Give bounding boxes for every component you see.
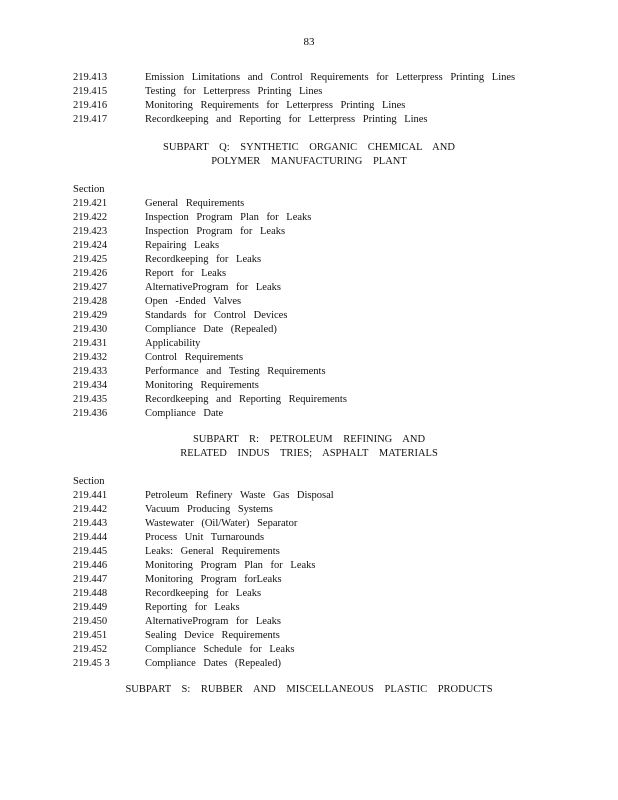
section-number: 219.451 bbox=[73, 630, 108, 641]
toc-entry bbox=[73, 517, 593, 531]
section-title: AlternativeProgram for Leaks bbox=[145, 282, 281, 293]
section-number: 219.445 bbox=[73, 546, 108, 557]
subpart-q-heading bbox=[0, 141, 618, 169]
section-number: 219.444 bbox=[73, 532, 108, 543]
toc-block-subpart-r bbox=[73, 475, 593, 671]
section-number: 219.422 bbox=[73, 212, 108, 223]
section-title: Repairing Leaks bbox=[145, 240, 220, 251]
toc-entry bbox=[73, 309, 593, 323]
toc-entry bbox=[73, 573, 593, 587]
section-title: Monitoring Program forLeaks bbox=[145, 574, 282, 585]
toc-entry bbox=[73, 337, 593, 351]
toc-block-subpart-q bbox=[73, 183, 593, 421]
section-title: Report for Leaks bbox=[145, 268, 227, 279]
section-title: Compliance Dates (Repealed) bbox=[145, 658, 281, 669]
section-number: 219.430 bbox=[73, 324, 108, 335]
subpart-heading-line: SUBPART Q: SYNTHETIC ORGANIC CHEMICAL AND bbox=[163, 142, 455, 153]
toc-entry bbox=[73, 601, 593, 615]
section-number: 219.434 bbox=[73, 380, 108, 391]
section-number: 219.427 bbox=[73, 282, 108, 293]
toc-entry bbox=[73, 99, 593, 113]
toc-entry bbox=[73, 393, 593, 407]
subpart-r-heading bbox=[0, 433, 618, 461]
section-number: 219.433 bbox=[73, 366, 108, 377]
section-title: Inspection Program Plan for Leaks bbox=[145, 212, 312, 223]
section-number: 219.424 bbox=[73, 240, 108, 251]
section-title: Applicability bbox=[145, 338, 201, 349]
section-title: Monitoring Requirements for Letterpress Printing Lines bbox=[145, 100, 406, 111]
section-title: Emission Limitations and Control Requirements for Letterpress Printing Lines bbox=[145, 72, 516, 83]
section-number: 219.449 bbox=[73, 602, 108, 613]
section-number: 219.432 bbox=[73, 352, 108, 363]
section-number: 219.426 bbox=[73, 268, 108, 279]
toc-entry bbox=[73, 489, 593, 503]
toc-entry bbox=[73, 295, 593, 309]
toc-entry bbox=[73, 365, 593, 379]
toc-entry bbox=[73, 503, 593, 517]
section-number: 219.421 bbox=[73, 198, 108, 209]
toc-entry bbox=[73, 281, 593, 295]
toc-entry bbox=[73, 615, 593, 629]
section-title: Compliance Date (Repealed) bbox=[145, 324, 277, 335]
section-number: 219.441 bbox=[73, 490, 108, 501]
page-number: 83 bbox=[303, 36, 315, 48]
section-number: 219.413 bbox=[73, 72, 108, 83]
toc-entry bbox=[73, 253, 593, 267]
section-number: 219.435 bbox=[73, 394, 108, 405]
section-number: 219.446 bbox=[73, 560, 108, 571]
section-title: Compliance Schedule for Leaks bbox=[145, 644, 295, 655]
section-title: Open -Ended Valves bbox=[145, 296, 242, 307]
section-number: 219.443 bbox=[73, 518, 108, 529]
section-number: 219.429 bbox=[73, 310, 108, 321]
toc-entry bbox=[73, 559, 593, 573]
toc-entry bbox=[73, 407, 593, 421]
section-title: Performance and Testing Requirements bbox=[145, 366, 326, 377]
toc-entry bbox=[73, 545, 593, 559]
subpart-heading-line: SUBPART R: PETROLEUM REFINING AND bbox=[192, 434, 426, 445]
toc-entry bbox=[73, 629, 593, 643]
section-title: Testing for Letterpress Printing Lines bbox=[145, 86, 323, 97]
subpart-heading-line: POLYMER MANUFACTURING PLANT bbox=[211, 156, 407, 167]
section-title: Monitoring Program Plan for Leaks bbox=[145, 560, 316, 571]
section-title: Recordkeeping for Leaks bbox=[145, 254, 262, 265]
section-title: Control Requirements bbox=[145, 352, 244, 363]
section-title: Petroleum Refinery Waste Gas Disposal bbox=[145, 490, 334, 501]
section-number: 219.416 bbox=[73, 100, 108, 111]
section-number: 219.415 bbox=[73, 86, 108, 97]
toc-entry bbox=[73, 71, 593, 85]
section-label: Section bbox=[73, 184, 105, 195]
toc-entry bbox=[73, 351, 593, 365]
section-title: Inspection Program for Leaks bbox=[145, 226, 286, 237]
section-number: 219.417 bbox=[73, 114, 108, 125]
toc-entry bbox=[73, 643, 593, 657]
toc-entry bbox=[73, 225, 593, 239]
section-title: Leaks: General Requirements bbox=[145, 546, 280, 557]
toc-entry bbox=[73, 587, 593, 601]
toc-entry bbox=[73, 85, 593, 99]
subpart-heading-line: RELATED INDUS TRIES; ASPHALT MATERIALS bbox=[180, 448, 438, 459]
toc-entry bbox=[73, 267, 593, 281]
toc-entry bbox=[73, 531, 593, 545]
section-number: 219.442 bbox=[73, 504, 108, 515]
subpart-heading-line: SUBPART S: RUBBER AND MISCELLANEOUS PLASTIC PRODUCTS bbox=[125, 684, 493, 695]
section-number: 219.447 bbox=[73, 574, 108, 585]
section-title: Compliance Date bbox=[145, 408, 224, 419]
section-number: 219.431 bbox=[73, 338, 108, 349]
section-number: 219.448 bbox=[73, 588, 108, 599]
toc-entry bbox=[73, 239, 593, 253]
section-title: Recordkeeping for Leaks bbox=[145, 588, 262, 599]
section-title: Recordkeeping and Reporting for Letterpress Printing Lines bbox=[145, 114, 428, 125]
toc-entry bbox=[73, 113, 593, 127]
toc-block-letterpress bbox=[73, 71, 593, 127]
section-title: Standards for Control Devices bbox=[145, 310, 288, 321]
section-title: General Requirements bbox=[145, 198, 245, 209]
section-title: Monitoring Requirements bbox=[145, 380, 259, 391]
section-title: Vacuum Producing Systems bbox=[145, 504, 273, 515]
section-number: 219.423 bbox=[73, 226, 108, 237]
section-title: Reporting for Leaks bbox=[145, 602, 240, 613]
toc-entry bbox=[73, 323, 593, 337]
toc-entry bbox=[73, 657, 593, 671]
toc-entry bbox=[73, 379, 593, 393]
subpart-s-heading bbox=[0, 683, 618, 697]
toc-entry bbox=[73, 211, 593, 225]
section-title: Sealing Device Requirements bbox=[145, 630, 280, 641]
section-number: 219.425 bbox=[73, 254, 108, 265]
section-number: 219.428 bbox=[73, 296, 108, 307]
section-label: Section bbox=[73, 476, 105, 487]
section-number: 219.45 3 bbox=[73, 658, 110, 669]
section-title: Recordkeeping and Reporting Requirements bbox=[145, 394, 347, 405]
section-title: Wastewater (Oil/Water) Separator bbox=[145, 518, 298, 529]
section-number: 219.436 bbox=[73, 408, 108, 419]
section-title: Process Unit Turnarounds bbox=[145, 532, 265, 543]
section-title: AlternativeProgram for Leaks bbox=[145, 616, 281, 627]
toc-entry bbox=[73, 197, 593, 211]
section-number: 219.452 bbox=[73, 644, 108, 655]
section-number: 219.450 bbox=[73, 616, 108, 627]
